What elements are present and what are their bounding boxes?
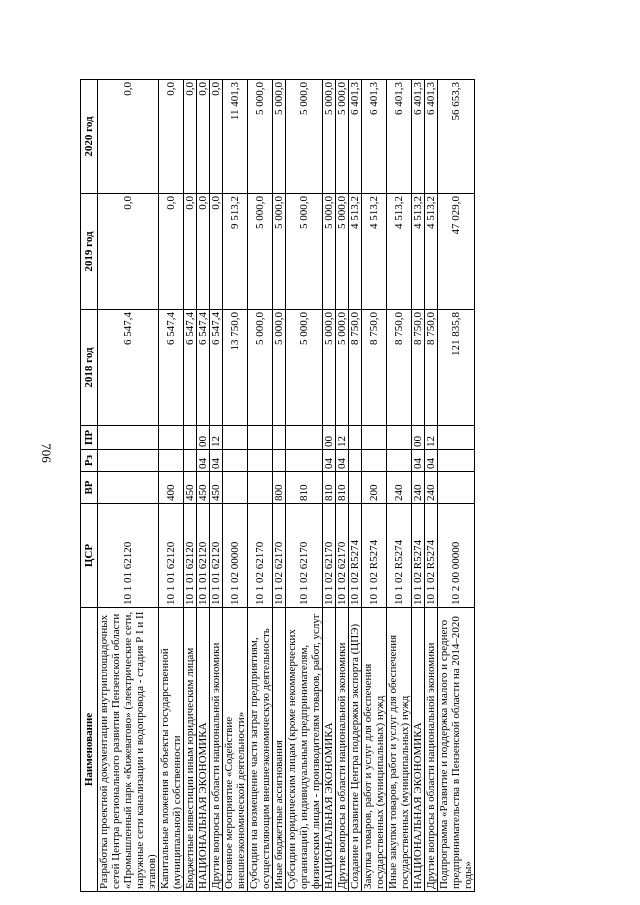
cell-2018: 8 750,0 [412,310,425,426]
cell-2018: 6 547,4 [159,310,184,426]
rotated-table-container [80,80,560,892]
col-header-2018: 2018 год [81,310,98,426]
cell-csr: 10 1 01 62120 [210,504,223,608]
cell-pr [184,426,197,450]
cell-2018: 6 547,4 [210,310,223,426]
col-header-2020: 2020 год [81,80,98,194]
cell-vr: 240 [425,472,438,504]
table-row [336,80,349,892]
cell-name: Субсидии на возмещение части затрат предприятиям, осуществляющим внешнеэкономическую деятельность [248,608,273,892]
cell-2019: 4 513,2 [349,194,362,310]
cell-2019: 9 513,2 [223,194,248,310]
cell-pr [286,426,323,450]
cell-2020: 0,0 [159,80,184,194]
table-row [223,80,248,892]
cell-rz: 04 [336,450,349,472]
cell-2020: 5 000,0 [336,80,349,194]
cell-rz [349,450,362,472]
cell-rz [387,450,412,472]
cell-pr [362,426,387,450]
cell-vr: 240 [412,472,425,504]
table-row [248,80,273,892]
cell-vr: 800 [273,472,286,504]
cell-name: Создание и развитие Центра поддержки экспорта (ЦПЭ) [349,608,362,892]
cell-vr [349,472,362,504]
cell-2020: 5 000,0 [286,80,323,194]
cell-csr: 10 1 02 62170 [273,504,286,608]
cell-vr [248,472,273,504]
cell-2019: 4 513,2 [362,194,387,310]
cell-2018: 121 835,8 [438,310,475,426]
cell-name: Капитальные вложения в объекты государственной (муниципальной) собственности [159,608,184,892]
cell-2020: 11 401,3 [223,80,248,194]
table-row [197,80,210,892]
cell-rz: 04 [323,450,336,472]
cell-2019: 0,0 [159,194,184,310]
cell-pr [273,426,286,450]
cell-2019: 4 513,2 [387,194,412,310]
cell-vr: 400 [159,472,184,504]
cell-2018: 8 750,0 [362,310,387,426]
table-row [438,80,475,892]
cell-vr [223,472,248,504]
cell-name: Основное мероприятие «Содействие внешнеэкономической деятельности» [223,608,248,892]
cell-2020: 6 401,3 [412,80,425,194]
cell-name: НАЦИОНАЛЬНАЯ ЭКОНОМИКА [323,608,336,892]
cell-name: Подпрограмма «Развитие и поддержка малого и среднего предпринимательства в Пензенской области на 2014–2020 годы» [438,608,475,892]
cell-vr [98,472,159,504]
col-header-rz: Рз [81,450,98,472]
cell-2019: 0,0 [197,194,210,310]
cell-name: Иные закупки товаров, работ и услуг для обеспечения государственных (муниципальных) нужд [387,608,412,892]
cell-2018: 6 547,4 [197,310,210,426]
cell-csr: 10 1 01 62120 [197,504,210,608]
col-header-pr: ПР [81,426,98,450]
cell-2019: 4 513,2 [412,194,425,310]
cell-rz: 04 [412,450,425,472]
cell-name: Бюджетные инвестиции иным юридическим лицам [184,608,197,892]
cell-2018: 8 750,0 [425,310,438,426]
budget-table [80,79,475,892]
cell-2020: 5 000,0 [323,80,336,194]
cell-rz [362,450,387,472]
cell-2020: 0,0 [98,80,159,194]
cell-pr: 12 [336,426,349,450]
cell-2018: 13 750,0 [223,310,248,426]
table-row [323,80,336,892]
cell-csr: 10 1 02 00000 [223,504,248,608]
cell-name: Другие вопросы в области национальной экономики [425,608,438,892]
col-header-csr: ЦСР [81,504,98,608]
cell-rz: 04 [425,450,438,472]
cell-pr [159,426,184,450]
cell-2020: 5 000,0 [248,80,273,194]
cell-vr: 810 [323,472,336,504]
cell-csr: 10 1 01 62120 [159,504,184,608]
cell-pr [387,426,412,450]
cell-csr: 10 1 02 R5274 [362,504,387,608]
cell-name: НАЦИОНАЛЬНАЯ ЭКОНОМИКА [197,608,210,892]
cell-2018: 6 547,4 [98,310,159,426]
table-row [184,80,197,892]
cell-pr [223,426,248,450]
cell-name: Иные бюджетные ассигнования [273,608,286,892]
cell-2019: 4 513,2 [425,194,438,310]
table-row [210,80,223,892]
cell-vr: 810 [286,472,323,504]
cell-2019: 5 000,0 [323,194,336,310]
cell-name: НАЦИОНАЛЬНАЯ ЭКОНОМИКА [412,608,425,892]
cell-csr: 10 2 00 00000 [438,504,475,608]
table-row [425,80,438,892]
cell-name: Разработка проектной документации внутриплощадочных сетей Центра регионального развития Пензенской области «Промышленный парк «Кижеватово» (электрические сети, наружные сети канализации и водопровода - стадия Р I и II этапов) [98,608,159,892]
cell-pr: 00 [412,426,425,450]
cell-vr: 450 [210,472,223,504]
table-row [412,80,425,892]
cell-2020: 6 401,3 [362,80,387,194]
cell-csr: 10 1 02 62170 [336,504,349,608]
cell-pr [349,426,362,450]
cell-rz [159,450,184,472]
cell-csr: 10 1 02 62170 [248,504,273,608]
cell-2019: 0,0 [184,194,197,310]
cell-2018: 5 000,0 [273,310,286,426]
cell-vr [438,472,475,504]
cell-pr [248,426,273,450]
cell-vr: 450 [184,472,197,504]
table-row [98,80,159,892]
cell-2020: 6 401,3 [425,80,438,194]
cell-2019: 5 000,0 [248,194,273,310]
cell-vr: 810 [336,472,349,504]
cell-name: Другие вопросы в области национальной экономики [210,608,223,892]
cell-rz [286,450,323,472]
cell-csr: 10 1 02 62170 [323,504,336,608]
cell-2018: 8 750,0 [387,310,412,426]
table-row [387,80,412,892]
cell-2018: 6 547,4 [184,310,197,426]
cell-rz [273,450,286,472]
cell-pr: 12 [210,426,223,450]
cell-2020: 6 401,3 [349,80,362,194]
cell-name: Субсидии юридическим лицам (кроме некоммерческих организаций), индивидуальным предпринимателям, физическим лицам - производителям товаров, работ, услуг [286,608,323,892]
cell-pr: 00 [323,426,336,450]
cell-rz [438,450,475,472]
cell-2018: 5 000,0 [286,310,323,426]
cell-2019: 47 029,0 [438,194,475,310]
cell-name: Закупка товаров, работ и услуг для обеспечения государственных (муниципальных) нужд [362,608,387,892]
cell-vr: 450 [197,472,210,504]
cell-rz: 04 [210,450,223,472]
cell-2020: 5 000,0 [273,80,286,194]
col-header-2019: 2019 год [81,194,98,310]
cell-2019: 5 000,0 [273,194,286,310]
cell-rz [98,450,159,472]
cell-csr: 10 1 02 R5274 [412,504,425,608]
cell-csr: 10 1 02 R5274 [425,504,438,608]
cell-csr: 10 1 02 R5274 [349,504,362,608]
col-header-vr: ВР [81,472,98,504]
cell-2018: 5 000,0 [248,310,273,426]
cell-2018: 5 000,0 [336,310,349,426]
cell-2020: 0,0 [184,80,197,194]
cell-pr [438,426,475,450]
cell-2019: 5 000,0 [286,194,323,310]
cell-pr [98,426,159,450]
cell-2020: 6 401,3 [387,80,412,194]
header-row [81,80,98,892]
cell-pr: 00 [197,426,210,450]
cell-rz: 04 [197,450,210,472]
cell-2020: 0,0 [197,80,210,194]
cell-csr: 10 1 02 R5274 [387,504,412,608]
table-row [349,80,362,892]
cell-rz [184,450,197,472]
cell-2019: 0,0 [98,194,159,310]
cell-2018: 8 750,0 [349,310,362,426]
page-number: 706 [39,443,54,463]
cell-2020: 0,0 [210,80,223,194]
table-row [286,80,323,892]
cell-2019: 5 000,0 [336,194,349,310]
cell-csr: 10 1 01 62120 [98,504,159,608]
cell-csr: 10 1 01 62120 [184,504,197,608]
cell-2019: 0,0 [210,194,223,310]
cell-rz [248,450,273,472]
col-header-name: Наименование [81,608,98,892]
cell-vr: 200 [362,472,387,504]
table-row [273,80,286,892]
cell-pr: 12 [425,426,438,450]
cell-rz [223,450,248,472]
table-row [362,80,387,892]
cell-csr: 10 1 02 62170 [286,504,323,608]
cell-2020: 56 653,3 [438,80,475,194]
table-row [159,80,184,892]
cell-name: Другие вопросы в области национальной экономики [336,608,349,892]
cell-2018: 5 000,0 [323,310,336,426]
cell-vr: 240 [387,472,412,504]
